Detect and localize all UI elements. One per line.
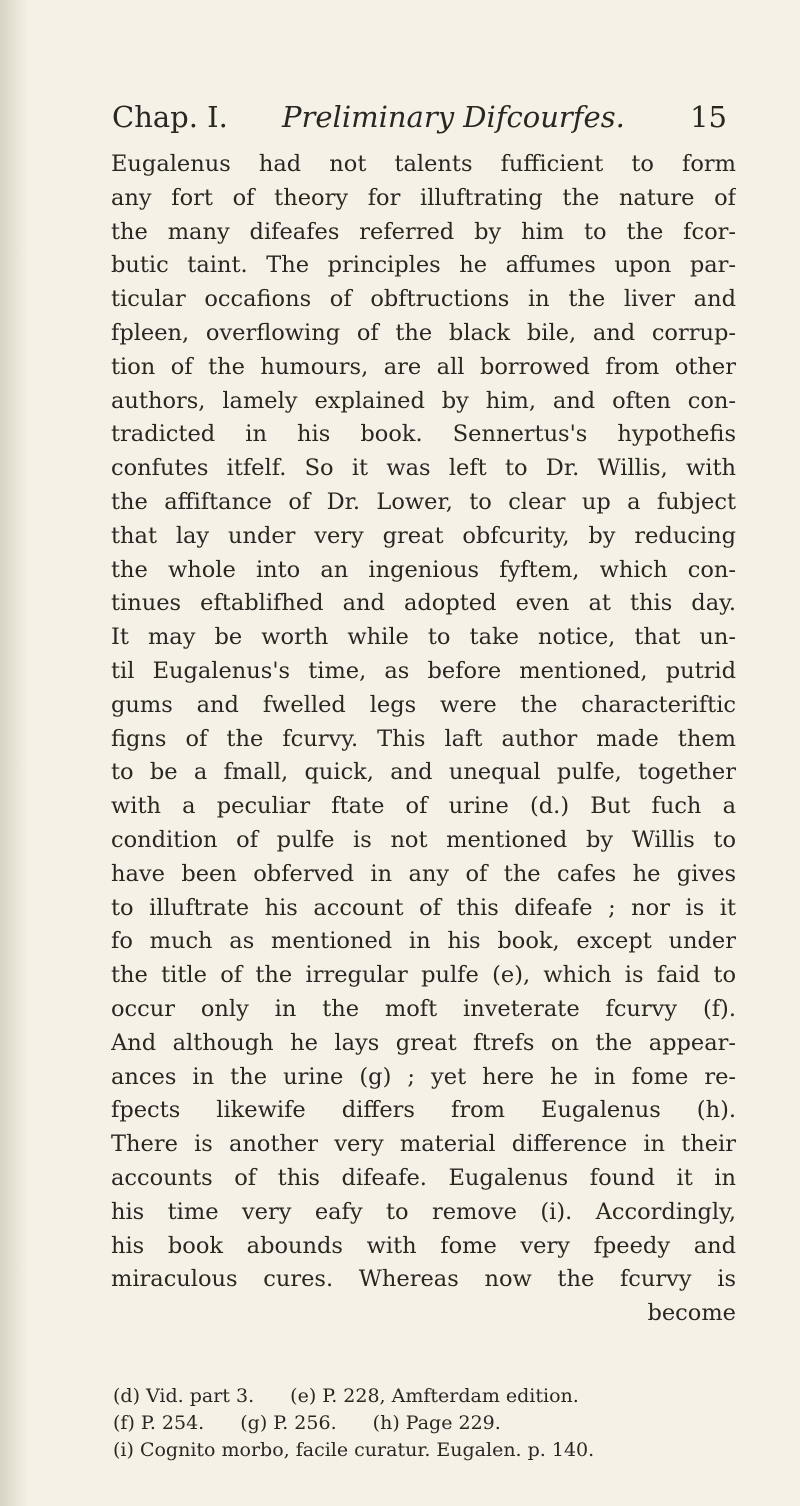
footnote-line: [113, 1437, 735, 1464]
text-line: condition of pulfe is not mentioned by Willis to: [111, 826, 736, 853]
text-line: tinues eftablifhed and adopted even at this day.: [111, 590, 736, 617]
footnote-e: (e) P. 228, Amfterdam edition.: [290, 1385, 579, 1407]
text-line: Eugalenus had not talents fufficient to form: [111, 151, 736, 177]
text-line: to be a fmall, quick, and unequal pulfe, together: [111, 759, 736, 786]
text-line: his book abounds with fome very fpeedy and: [111, 1232, 736, 1259]
footnote-h: (h) Page 229.: [372, 1412, 501, 1434]
running-header: [112, 100, 727, 144]
page-number: 15: [690, 100, 727, 134]
text-line: have been obferved in any of the cafes he gives: [111, 860, 736, 887]
text-line: accounts of this difeafe. Eugalenus found it in: [111, 1164, 736, 1191]
text-line: fpects likewife differs from Eugalenus (h).: [111, 1097, 736, 1124]
footnote-line: [113, 1410, 735, 1437]
text-line: figns of the fcurvy. This laft author made them: [111, 725, 736, 752]
footnote-i: (i) Cognito morbo, facile curatur. Eugalen. p. 140.: [113, 1439, 595, 1461]
body-text: [111, 148, 736, 1331]
text-line: fpleen, overflowing of the black bile, and corrup-: [111, 319, 736, 346]
text-line: And although he lays great ftrefs on the appear-: [111, 1029, 736, 1056]
footnote-f: (f) P. 254.: [113, 1412, 205, 1434]
text-line: that lay under very great obfcurity, by reducing: [111, 522, 736, 549]
text-line: til Eugalenus's time, as before mentioned, putrid: [111, 657, 736, 684]
text-line: There is another very material difference in their: [111, 1131, 736, 1158]
header-title: Preliminary Difcourfes.: [282, 100, 625, 134]
text-line: tion of the humours, are all borrowed from other: [111, 353, 736, 380]
text-line: to illuftrate his account of this difeafe ; nor is it: [111, 894, 736, 921]
text-line: confutes itfelf. So it was left to Dr. Willis, with: [111, 455, 736, 482]
text-line: the whole into an ingenious fyftem, which con-: [111, 556, 736, 583]
text-line: ticular occafions of obftructions in the liver and: [111, 286, 736, 313]
text-line: ances in the urine (g) ; yet here he in fome re-: [111, 1063, 736, 1090]
text-line: with a peculiar ftate of urine (d.) But fuch a: [111, 793, 736, 820]
footnote-d: (d) Vid. part 3.: [113, 1385, 255, 1407]
text-line: become: [647, 1300, 736, 1327]
text-line: the title of the irregular pulfe (e), which is faid to: [111, 962, 736, 989]
text-line: the affiftance of Dr. Lower, to clear up a fubject: [111, 488, 736, 515]
text-line: the many difeafes referred by him to the fcor-: [111, 218, 736, 245]
text-line: any fort of theory for illuftrating the nature of: [111, 184, 736, 211]
text-line: authors, lamely explained by him, and often con-: [111, 387, 736, 414]
text-line: It may be worth while to take notice, that un-: [111, 624, 736, 651]
footnote-line: [113, 1383, 735, 1410]
text-line: gums and fwelled legs were the characteriftic: [111, 691, 736, 718]
page-spine-shadow: [0, 0, 28, 1506]
footnote-g: (g) P. 256.: [240, 1412, 337, 1434]
text-line: fo much as mentioned in his book, except under: [111, 928, 736, 955]
text-line: miraculous cures. Whereas now the fcurvy is: [111, 1266, 736, 1293]
chapter-label: Chap. I.: [112, 100, 228, 134]
text-line: tradicted in his book. Sennertus's hypothefis: [111, 421, 736, 448]
text-line: his time very eafy to remove (i). Accordingly,: [111, 1198, 736, 1225]
footnotes: [113, 1383, 735, 1464]
text-line: butic taint. The principles he affumes upon par-: [111, 252, 736, 279]
text-line: occur only in the moft inveterate fcurvy (f).: [111, 995, 736, 1022]
